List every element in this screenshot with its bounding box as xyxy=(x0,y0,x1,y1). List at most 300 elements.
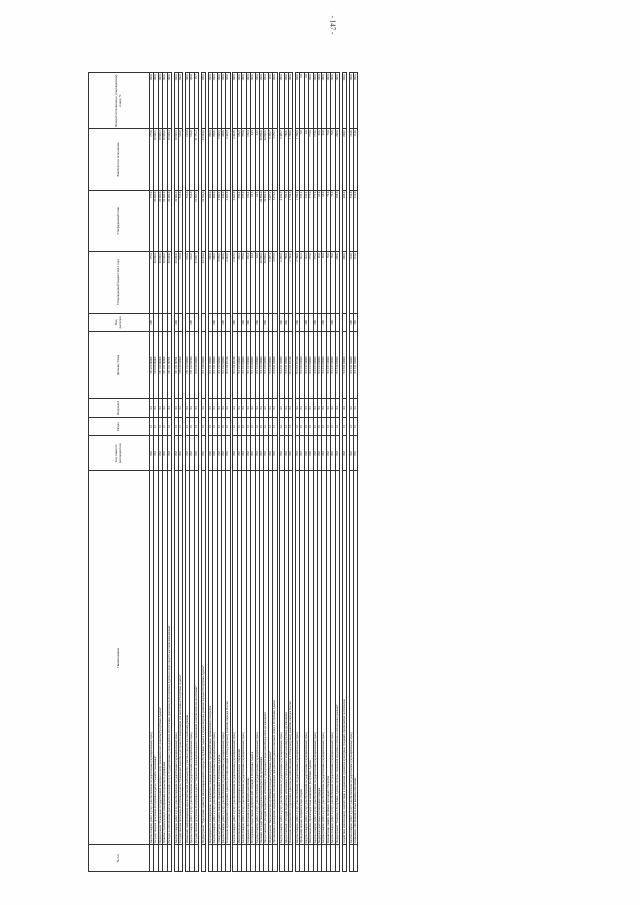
row-approved-budget-cell: 20 000,0 xyxy=(174,252,178,313)
row-gr-code-cell: 863 xyxy=(268,436,272,471)
row-section-cell: 12 xyxy=(309,417,313,436)
row-actual-cell: 510,0 xyxy=(190,129,194,190)
row-percent-cell: 100,0 xyxy=(280,73,284,129)
row-percent-cell: 0,0 xyxy=(304,73,308,129)
row-target-article-cell: 5Е 1 01 90704 xyxy=(167,332,171,399)
row-gr-code-cell: 863 xyxy=(233,436,237,471)
row-name-cell: Закупка товаров, работ и услуг для обеспечения государственных (муниципальных) нужд xyxy=(331,471,335,845)
row-section-cell: 12 xyxy=(163,417,167,436)
row-expense-type-cell: 200 xyxy=(174,313,178,332)
row-gr-code-cell: 863 xyxy=(342,436,346,471)
row-gr-code-cell: 863 xyxy=(326,436,330,471)
row-name-cell: Мероприятия по формированию толерантного сознания молодежи, противодействию проявлениям ксенофобии xyxy=(208,471,212,845)
col-gr-code-header: Код главного распорядителя xyxy=(89,436,150,471)
row-approved-plan-cell: 70,0 xyxy=(331,190,335,251)
row-gr-code-cell: 863 xyxy=(208,436,212,471)
row-section-cell: 12 xyxy=(264,417,268,436)
row-percent-cell: 100,0 xyxy=(335,73,339,129)
row-subsection-cell: 04 xyxy=(255,399,259,418)
row-subsection-cell: 04 xyxy=(342,399,346,418)
row-name-cell: Закупка товаров, работ и услуг для обеспечения государственных (муниципальных) нужд xyxy=(349,471,353,845)
row-actual-cell: 20 800,0 xyxy=(264,129,268,190)
row-gr-code-cell: 863 xyxy=(331,436,335,471)
row-number-cell xyxy=(354,845,358,872)
row-target-article-cell: 5Н 1 02 00000 xyxy=(186,332,190,399)
row-name-cell: Проведение военно-патриотических сборов xyxy=(300,471,304,845)
row-gr-code-cell: 863 xyxy=(317,436,321,471)
row-approved-budget-cell: 1 760,0 xyxy=(288,252,292,313)
row-target-article-cell: 5О 1 03 00000 xyxy=(237,332,241,399)
row-approved-plan-cell: 268,0 xyxy=(342,190,346,251)
row-percent-cell: 100,0 xyxy=(154,73,158,129)
row-gr-code-cell: 863 xyxy=(246,436,250,471)
row-target-article-cell: 5О 1 03 00000 xyxy=(246,332,250,399)
row-gr-code-cell: 863 xyxy=(349,436,353,471)
row-approved-budget-cell: 122,2 xyxy=(304,252,308,313)
row-gr-code-cell: 863 xyxy=(251,436,255,471)
col-approved-plan-header: Утвержденный план xyxy=(89,190,150,251)
row-subsection-cell: 04 xyxy=(237,399,241,418)
row-name-cell: Государственная программа Республики Адыгея "Управление межнациональными отношениями и патриотическое воспитание" xyxy=(194,471,198,845)
row-subsection-cell: 04 xyxy=(179,399,183,418)
row-expense-type-cell: 200 xyxy=(213,313,217,332)
row-name-cell: Расходы на обеспечение деятельности (оказание услуг) государственных учреждений по обеспечению деятельности Республики Адыгея в сфере средств массовой информации xyxy=(167,471,171,845)
row-approved-plan-cell: 200,0 xyxy=(208,190,212,251)
row-actual-cell: 446,0 xyxy=(222,129,226,190)
row-subsection-cell: 04 xyxy=(246,399,250,418)
row-percent-cell: 100,0 xyxy=(237,73,241,129)
row-subsection-cell: 04 xyxy=(259,399,263,418)
row-actual-cell: 2 499,7 xyxy=(280,129,284,190)
row-section-cell: 12 xyxy=(208,417,212,436)
row-approved-plan-cell: 510,0 xyxy=(186,190,190,251)
row-subsection-cell: 04 xyxy=(233,399,237,418)
row-expense-type-cell: 200 xyxy=(280,313,284,332)
row-section-cell: 12 xyxy=(284,417,288,436)
row-gr-code-cell: 863 xyxy=(154,436,158,471)
row-approved-plan-cell: 375,0 xyxy=(242,190,246,251)
row-target-article-cell: 5О 2 01 R5160 xyxy=(288,332,292,399)
row-name-cell: Закупка товаров, работ и услуг для обеспечения государственных (муниципальных) нужд xyxy=(233,471,237,845)
row-name-cell: Закупка товаров, работ и услуг для обеспечения государственных (муниципальных) нужд xyxy=(190,471,194,845)
row-approved-plan-cell: 550,2 xyxy=(237,190,241,251)
row-percent-cell: 100,0 xyxy=(158,73,162,129)
row-target-article-cell: 5О 2 01 00000 xyxy=(280,332,284,399)
row-section-cell: 12 xyxy=(317,417,321,436)
row-target-article-cell: 5О 2 04 00000 xyxy=(322,332,326,399)
row-subsection-cell: 04 xyxy=(295,399,299,418)
row-subsection-cell: 04 xyxy=(194,399,198,418)
row-percent-cell: 100,0 xyxy=(163,73,167,129)
row-actual-cell: 175,0 xyxy=(313,129,317,190)
row-name-cell: Поддержка деятельности поисковых отрядов xyxy=(317,471,321,845)
row-approved-plan-cell: 20 800,0 xyxy=(259,190,263,251)
row-section-cell: 12 xyxy=(167,417,171,436)
row-target-article-cell: 5Е 0 00 00000 xyxy=(154,332,158,399)
row-subsection-cell: 04 xyxy=(331,399,335,418)
row-expense-type-cell: 200 xyxy=(222,313,226,332)
row-actual-cell: 268,0 xyxy=(342,129,346,190)
row-actual-cell: 510,0 xyxy=(179,129,183,190)
row-gr-code-cell: 863 xyxy=(222,436,226,471)
row-subsection-cell: 04 xyxy=(208,399,212,418)
row-expense-type-cell: 300 xyxy=(246,313,250,332)
row-section-cell: 12 xyxy=(335,417,339,436)
row-actual-cell: 70,0 xyxy=(326,129,330,190)
row-actual-cell: 24 504,6 xyxy=(201,129,205,190)
row-approved-budget-cell: 780,0 xyxy=(284,252,288,313)
row-approved-budget-cell: 24 504,6 xyxy=(201,252,205,313)
row-approved-plan-cell: 175,0 xyxy=(313,190,317,251)
row-section-cell: 12 xyxy=(326,417,330,436)
row-subsection-cell: 04 xyxy=(201,399,205,418)
row-gr-code-cell: 863 xyxy=(217,436,221,471)
row-expense-type-cell: 200 xyxy=(190,313,194,332)
row-actual-cell: 114,0 xyxy=(354,129,358,190)
row-approved-plan-cell: 3 279,9 xyxy=(273,190,277,251)
row-actual-cell: 200,0 xyxy=(208,129,212,190)
row-subsection-cell: 04 xyxy=(326,399,330,418)
row-approved-budget-cell: 64,5 xyxy=(255,252,259,313)
row-approved-plan-cell: 20 800,0 xyxy=(264,190,268,251)
row-target-article-cell: 5О 3 01 00000 xyxy=(354,332,358,399)
row-target-article-cell: 5О 2 01 R5160 xyxy=(295,332,299,399)
row-gr-code-cell: 863 xyxy=(264,436,268,471)
row-actual-cell: 2 463,9 xyxy=(226,129,230,190)
row-approved-plan-cell: 446,0 xyxy=(222,190,226,251)
row-subsection-cell: 04 xyxy=(167,399,171,418)
row-approved-budget-cell: 510,0 xyxy=(190,252,194,313)
row-gr-code-cell: 863 xyxy=(174,436,178,471)
col-expense-type-header: Вид расходов xyxy=(89,313,150,332)
row-percent-cell: 100,0 xyxy=(326,73,330,129)
row-gr-code-cell: 863 xyxy=(255,436,259,471)
row-section-cell: 12 xyxy=(179,417,183,436)
row-target-article-cell: 5Е 1 01 00000 xyxy=(163,332,167,399)
row-percent-cell: 0,0 xyxy=(300,73,304,129)
row-approved-plan-cell: 2 463,9 xyxy=(226,190,230,251)
row-percent-cell: 98,5 xyxy=(268,73,272,129)
row-actual-cell: 0,0 xyxy=(304,129,308,190)
row-percent-cell: 100,0 xyxy=(295,73,299,129)
row-subsection-cell: 04 xyxy=(313,399,317,418)
row-section-cell: 12 xyxy=(190,417,194,436)
row-section-cell: 12 xyxy=(246,417,250,436)
row-name-cell: Информационная кампания по гармонизации межнациональных отношений xyxy=(237,471,241,845)
row-target-article-cell: 5О 2 03 00000 xyxy=(313,332,317,399)
row-approved-plan-cell: 2 999,9 xyxy=(217,190,221,251)
row-percent-cell: 100,0 xyxy=(264,73,268,129)
row-actual-cell: 510,0 xyxy=(186,129,190,190)
row-actual-cell: 51 731,2 xyxy=(194,129,198,190)
row-section-cell: 12 xyxy=(304,417,308,436)
row-actual-cell: 0,0 xyxy=(300,129,304,190)
row-gr-code-cell: 863 xyxy=(335,436,339,471)
col-section-header: Раздел xyxy=(89,417,150,436)
row-subsection-cell: 04 xyxy=(158,399,162,418)
row-name-cell: Закупка товаров, работ и услуг для обеспечения государственных (муниципальных) нужд xyxy=(213,471,217,845)
row-subsection-cell: 04 xyxy=(273,399,277,418)
row-percent-cell: 100,0 xyxy=(150,73,154,129)
row-subsection-cell: 04 xyxy=(213,399,217,418)
row-actual-cell: 175,0 xyxy=(150,129,154,190)
row-section-cell: 12 xyxy=(226,417,230,436)
row-approved-plan-cell: 64,5 xyxy=(255,190,259,251)
row-section-cell: 12 xyxy=(268,417,272,436)
row-name-cell: Социальное обеспечение и иные выплаты населению xyxy=(246,471,250,845)
row-approved-budget-cell: 70,0 xyxy=(326,252,330,313)
row-approved-budget-cell: 175,0 xyxy=(313,252,317,313)
row-target-article-cell: 5О 2 01 00000 xyxy=(273,332,277,399)
row-section-cell: 12 xyxy=(259,417,263,436)
row-name-cell: Закупка товаров, работ и услуг для обеспечения государственных (муниципальных) нужд xyxy=(150,471,154,845)
row-section-cell: 12 xyxy=(322,417,326,436)
row-approved-budget-cell: 200,0 xyxy=(208,252,212,313)
row-approved-plan-cell: 2 499,9 xyxy=(280,190,284,251)
row-approved-plan-cell: 51 905,7 xyxy=(194,190,198,251)
row-expense-type-cell: 600 xyxy=(284,313,288,332)
row-subsection-cell: 04 xyxy=(264,399,268,418)
row-approved-budget-cell: 20 000,0 xyxy=(167,252,171,313)
row-name-cell: Развитие стратегического планирования и проектного управления xyxy=(163,471,167,845)
row-percent-cell: 100,0 xyxy=(226,73,230,129)
row-approved-budget-cell: 156,4 xyxy=(246,252,250,313)
row-gr-code-cell: 863 xyxy=(273,436,277,471)
row-gr-code-cell: 863 xyxy=(186,436,190,471)
row-target-article-cell: 5О 2 01 00000 xyxy=(284,332,288,399)
row-actual-cell: 65,0 xyxy=(317,129,321,190)
row-target-article-cell: 5О 2 02 90000 xyxy=(304,332,308,399)
row-percent-cell: 100,0 xyxy=(242,73,246,129)
row-gr-code-cell: 863 xyxy=(237,436,241,471)
row-approved-plan-cell: 20 000,0 xyxy=(167,190,171,251)
row-gr-code-cell: 863 xyxy=(354,436,358,471)
row-actual-cell: 70,0 xyxy=(331,129,335,190)
row-actual-cell: 2 463,9 xyxy=(233,129,237,190)
row-approved-budget-cell: 64,5 xyxy=(251,252,255,313)
row-percent-cell: 100,0 xyxy=(309,73,313,129)
row-approved-plan-cell: 24 504,6 xyxy=(201,190,205,251)
row-section-cell: 12 xyxy=(273,417,277,436)
budget-table xyxy=(88,72,358,872)
row-approved-budget-cell: 2 463,9 xyxy=(233,252,237,313)
row-percent-cell: 100,0 xyxy=(167,73,171,129)
row-section-cell: 12 xyxy=(154,417,158,436)
row-section-cell: 12 xyxy=(251,417,255,436)
row-name-cell: Повышение информационно-просветительской деятельности с участием средств массовой информации xyxy=(186,471,190,845)
row-expense-type-cell: 200 xyxy=(255,313,259,332)
row-target-article-cell: 5О 1 00 00000 xyxy=(201,332,205,399)
row-approved-budget-cell: 175,0 xyxy=(150,252,154,313)
row-section-cell: 12 xyxy=(213,417,217,436)
row-approved-plan-cell: 5 407,1 xyxy=(268,190,272,251)
row-section-cell: 12 xyxy=(217,417,221,436)
row-percent-cell: 100,0 xyxy=(174,73,178,129)
row-name-cell: Увековечение памяти погибших при защите Отечества xyxy=(326,471,330,845)
row-percent-cell: 99,7 xyxy=(194,73,198,129)
row-target-article-cell: 5Е 1 00 00000 xyxy=(158,332,162,399)
row-approved-plan-cell: 510,0 xyxy=(190,190,194,251)
row-name-cell: Содействие комплексному соответствию в сохранении и развитии культурных традиций, профилактике экстремизма xyxy=(342,471,346,845)
row-gr-code-cell: 863 xyxy=(213,436,217,471)
row-subsection-cell: 04 xyxy=(174,399,178,418)
row-approved-plan-cell: 65,0 xyxy=(317,190,321,251)
row-target-article-cell: 5О 2 05 00000 xyxy=(331,332,335,399)
row-approved-budget-cell: 20 800,0 xyxy=(264,252,268,313)
row-name-cell: Государственная программа Республики Адыгея "Повышение качества и доступности информации для населения в Республике Адыгея" xyxy=(179,471,183,845)
row-percent-cell: 100,0 xyxy=(186,73,190,129)
row-percent-cell: 100,0 xyxy=(342,73,346,129)
row-actual-cell: 19 999,5 xyxy=(154,129,158,190)
row-name-cell: Закупка товаров, работ и услуг для обеспечения государственных (муниципальных) нужд xyxy=(280,471,284,845)
row-subsection-cell: 04 xyxy=(284,399,288,418)
row-percent-cell: 100,0 xyxy=(251,73,255,129)
row-actual-cell: 19 999,5 xyxy=(167,129,171,190)
row-target-article-cell: 5О 1 03 00000 xyxy=(242,332,246,399)
row-actual-cell: 780,0 xyxy=(284,129,288,190)
row-section-cell: 12 xyxy=(349,417,353,436)
row-approved-budget-cell: 51 905,7 xyxy=(194,252,198,313)
row-subsection-cell: 04 xyxy=(335,399,339,418)
row-subsection-cell: 04 xyxy=(280,399,284,418)
row-actual-cell: 268,0 xyxy=(335,129,339,190)
row-approved-budget-cell: 510,0 xyxy=(186,252,190,313)
row-expense-type-cell: 200 xyxy=(331,313,335,332)
row-actual-cell: 550,2 xyxy=(237,129,241,190)
row-gr-code-cell: 863 xyxy=(190,436,194,471)
row-target-article-cell: 5О 1 05 00000 xyxy=(259,332,263,399)
row-actual-cell: 19 999,5 xyxy=(174,129,178,190)
col-subsection-header: Подраздел xyxy=(89,399,150,418)
row-target-article-cell: 5Н 1 02 80300 xyxy=(190,332,194,399)
row-actual-cell: 375,0 xyxy=(242,129,246,190)
row-approved-budget-cell: 268,0 xyxy=(335,252,339,313)
row-section-cell: 12 xyxy=(255,417,259,436)
row-approved-budget-cell: 20 000,0 xyxy=(163,252,167,313)
row-name-cell: Предоставление субсидий бюджетным, автономным учреждениям и иным некоммерческим организациям xyxy=(264,471,268,845)
page-number: - 147 - xyxy=(328,15,337,35)
row-name-cell: Подпрограмма "Патриотическое воспитание граждан Республики Адыгея" xyxy=(268,471,272,845)
row-gr-code-cell: 863 xyxy=(300,436,304,471)
row-target-article-cell: 5Н 0 00 00000 xyxy=(179,332,183,399)
row-percent-cell: 100,0 xyxy=(201,73,205,129)
row-approved-budget-cell: 2 463,9 xyxy=(226,252,230,313)
row-section-cell: 12 xyxy=(150,417,154,436)
row-approved-plan-cell: 65,0 xyxy=(322,190,326,251)
row-target-article-cell: 5О 3 01 00000 xyxy=(349,332,353,399)
row-gr-code-cell: 863 xyxy=(284,436,288,471)
row-gr-code-cell: 863 xyxy=(194,436,198,471)
row-target-article-cell: 5О 3 00 00000 xyxy=(335,332,339,399)
row-subsection-cell: 04 xyxy=(300,399,304,418)
row-gr-code-cell: 863 xyxy=(201,436,205,471)
row-target-article-cell: 5О 1 01 00000 xyxy=(208,332,212,399)
row-approved-plan-cell: 64,5 xyxy=(251,190,255,251)
row-expense-type-cell: 200 xyxy=(150,313,154,332)
row-percent-cell: 100,0 xyxy=(246,73,250,129)
row-gr-code-cell: 863 xyxy=(167,436,171,471)
row-name-cell: Закупка товаров, работ и услуг для обеспечения государственных (муниципальных) нужд xyxy=(242,471,246,845)
row-subsection-cell: 04 xyxy=(163,399,167,418)
row-name-cell: Информационно-пропагандистская кампания в Республике Адыгея xyxy=(309,471,313,845)
row-gr-code-cell: 863 xyxy=(322,436,326,471)
row-section-cell: 12 xyxy=(242,417,246,436)
row-actual-cell: 19 999,5 xyxy=(158,129,162,190)
row-name-cell: Закупка товаров, работ и услуг для обеспечения государственных (муниципальных) нужд xyxy=(322,471,326,845)
row-approved-plan-cell: 510,0 xyxy=(179,190,183,251)
row-name-cell: Закупка товаров, работ и услуг для обеспечения государственных (муниципальных) нужд xyxy=(295,471,299,845)
row-name-cell: Этнокультурное развитие народов, проживающих в Республике Адыгея xyxy=(217,471,221,845)
row-target-article-cell: 5О 0 00 00000 xyxy=(194,332,198,399)
col-name-header: Наименование xyxy=(89,471,150,845)
row-gr-code-cell: 863 xyxy=(280,436,284,471)
row-subsection-cell: 04 xyxy=(288,399,292,418)
row-target-article-cell: 5О 1 02 00000 xyxy=(217,332,221,399)
row-actual-cell: 154,0 xyxy=(349,129,353,190)
row-name-cell: Реализация мероприятий по укреплению единства российской нации и этнокультурному развитию народов России xyxy=(288,471,292,845)
row-approved-budget-cell: 20 000,0 xyxy=(154,252,158,313)
row-name-cell: Закупка товаров, работ и услуг для обеспечения государственных (муниципальных) нужд xyxy=(313,471,317,845)
row-section-cell: 12 xyxy=(233,417,237,436)
row-target-article-cell: 5О 2 05 00000 xyxy=(326,332,330,399)
row-section-cell: 12 xyxy=(295,417,299,436)
row-target-article-cell: 5О 1 04 00000 xyxy=(255,332,259,399)
row-percent-cell: 100,0 xyxy=(190,73,194,129)
row-approved-budget-cell: 70,0 xyxy=(331,252,335,313)
row-percent-cell: 100,0 xyxy=(273,73,277,129)
row-name-cell: Закупка товаров, работ и услуг для обеспечения государственных (муниципальных) нужд xyxy=(255,471,259,845)
row-target-article-cell: 5О 1 02 R5160 xyxy=(226,332,230,399)
row-approved-plan-cell: 156,4 xyxy=(246,190,250,251)
row-gr-code-cell: 863 xyxy=(295,436,299,471)
row-actual-cell: 2 999,9 xyxy=(217,129,221,190)
row-approved-plan-cell: 114,0 xyxy=(354,190,358,251)
row-approved-budget-cell: 114,0 xyxy=(354,252,358,313)
row-gr-code-cell: 863 xyxy=(163,436,167,471)
row-approved-budget-cell: 200,0 xyxy=(213,252,217,313)
row-name-cell: Социальное обеспечение и иные выплаты населению xyxy=(354,471,358,845)
row-gr-code-cell: 863 xyxy=(150,436,154,471)
row-gr-code-cell: 863 xyxy=(309,436,313,471)
col-approved-budget-header: Утвержденный бюджет 2022 года xyxy=(89,252,150,313)
row-name-cell: Оказание государственной поддержки некоммерческим организациям xyxy=(259,471,263,845)
row-percent-cell: 100,0 xyxy=(213,73,217,129)
row-expense-type-cell: 300 xyxy=(354,313,358,332)
row-target-article-cell: 5О 3 01 00000 xyxy=(342,332,346,399)
row-expense-type-cell: 200 xyxy=(233,313,237,332)
col-number-header: № п/п xyxy=(89,845,150,872)
row-gr-code-cell: 863 xyxy=(304,436,308,471)
row-approved-budget-cell: 65,0 xyxy=(322,252,326,313)
row-gr-code-cell: 863 xyxy=(158,436,162,471)
row-actual-cell: 64,5 xyxy=(255,129,259,190)
row-gr-code-cell: 863 xyxy=(242,436,246,471)
row-target-article-cell: 5О 1 05 00000 xyxy=(264,332,268,399)
row-section-cell: 12 xyxy=(194,417,198,436)
row-approved-plan-cell: 122,2 xyxy=(304,190,308,251)
row-subsection-cell: 04 xyxy=(268,399,272,418)
row-actual-cell: 156,4 xyxy=(246,129,250,190)
row-actual-cell: 1 760,0 xyxy=(295,129,299,190)
row-approved-plan-cell: 200,0 xyxy=(213,190,217,251)
row-name-cell: Государственная программа Республики Адыгея "Развитие экономики" xyxy=(154,471,158,845)
row-target-article-cell: 5Е 4 04 90000 xyxy=(150,332,154,399)
row-actual-cell: 175,0 xyxy=(309,129,313,190)
row-subsection-cell: 04 xyxy=(309,399,313,418)
row-name-cell: Подпрограмма "Реализация государственной политики в сфере экономического развития Республики Адыгея" xyxy=(158,471,162,845)
row-approved-budget-cell: 1 760,0 xyxy=(295,252,299,313)
row-gr-code-cell: 863 xyxy=(313,436,317,471)
